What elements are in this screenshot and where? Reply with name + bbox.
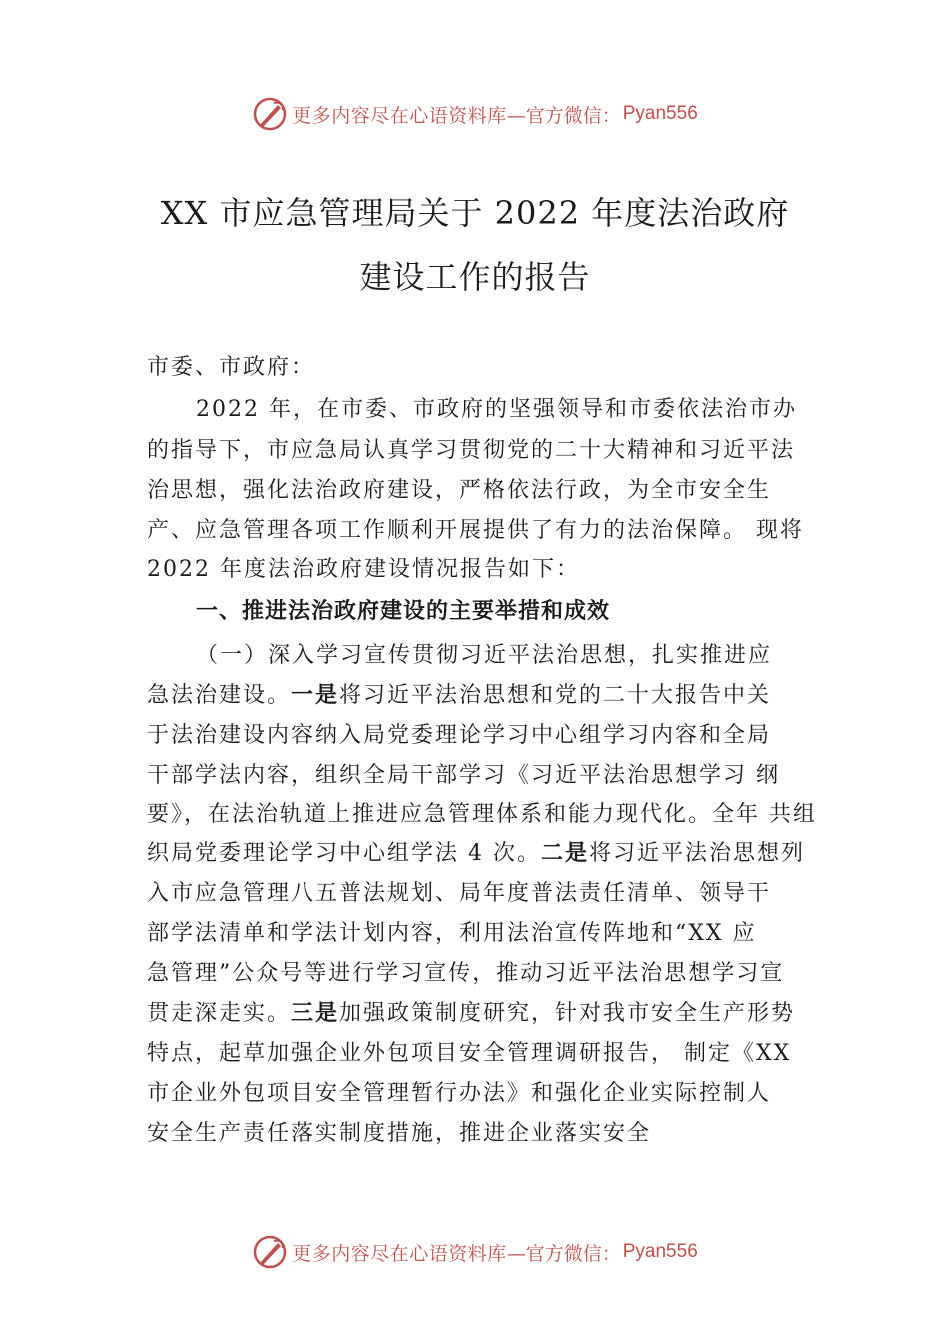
intro-line-3: 治思想，强化法治政府建设，严格依法行政，为全市安全生 <box>147 478 772 503</box>
watermark-handle: Pyan556 <box>622 1241 698 1262</box>
footer-watermark <box>0 1234 950 1270</box>
sub1-line-9: 急管理”公众号等进行学习宣传，推动习近平法治思想学习宣 <box>147 961 785 986</box>
sub1-line-6-text: 织局党委理论学习中心组学法 4 次。 <box>147 841 541 866</box>
document-title-line1: XX 市应急管理局关于 2022 年度法治政府 <box>160 194 790 232</box>
sub1-line-8: 部学法清单和学法计划内容，利用法治宣传阵地和“XX 应 <box>147 921 757 946</box>
quill-seal-icon <box>252 96 288 132</box>
section-heading: 一、推进法治政府建设的主要举措和成效 <box>196 599 611 624</box>
sub1-line-7: 入市应急管理八五普法规划、局年度普法责任清单、领导干 <box>147 881 772 906</box>
header-watermark <box>0 96 950 132</box>
sub1-line-2 <box>147 678 771 709</box>
intro-line-4: 产、应急管理各项工作顺利开展提供了有力的法治保障。 现将 <box>147 518 804 543</box>
sub1-line-10-text: 贯走深走实。 <box>147 1001 292 1026</box>
watermark-brand: 更多内容尽在心语资料库 <box>292 104 507 127</box>
sub1-line-6-rest: 将习近平法治思想列 <box>589 841 806 866</box>
salutation: 市委、市政府： <box>147 355 316 380</box>
quill-seal-icon <box>252 1234 288 1270</box>
sub1-line-13: 安全生产责任落实制度措施，推进企业落实安全 <box>147 1121 652 1146</box>
sub1-line-3: 于法治建设内容纳入局党委理论学习中心组学习内容和全局 <box>147 723 772 748</box>
intro-line-2: 的指导下，市应急局认真学习贯彻党的二十大精神和习近平法 <box>147 438 796 463</box>
sub1-line-11: 特点，起草加强企业外包项目安全管理调研报告， 制定《XX <box>147 1041 792 1066</box>
sub1-line-6 <box>147 836 805 867</box>
sub1-line-5: 要》，在法治轨道上推进应急管理体系和能力现代化。全年 共组 <box>147 802 817 827</box>
sub1-line-2-text: 将习近平法治思想和党的二十大报告中关 <box>339 683 772 708</box>
sub1-line-1: （一）深入学习宣传贯彻习近平法治思想，扎实推进应 <box>196 643 773 668</box>
watermark-handle: Pyan556 <box>622 103 698 124</box>
document-title-line2: 建设工作的报告 <box>359 258 591 296</box>
watermark-separator: —官方微信： <box>506 104 621 127</box>
sub1-line-10-rest: 加强政策制度研究，针对我市安全生产形势 <box>339 1001 796 1026</box>
watermark-brand: 更多内容尽在心语资料库 <box>292 1242 507 1265</box>
point-three-label: 三是 <box>291 1000 340 1026</box>
watermark-separator: —官方微信： <box>506 1242 621 1265</box>
sub1-line-4: 干部学法内容，组织全局干部学习《习近平法治思想学习 纲 <box>147 763 780 788</box>
sub1-line-12: 市企业外包项目安全管理暂行办法》和强化企业实际控制人 <box>147 1081 772 1106</box>
sub1-line-10 <box>147 996 795 1027</box>
sub1-heading-tail: 急法治建设。 <box>147 683 292 708</box>
point-two-label: 二是 <box>541 840 590 866</box>
point-one-label: 一是 <box>291 682 340 708</box>
intro-line-5: 2022 年度法治政府建设情况报告如下： <box>147 557 580 582</box>
intro-line-1: 2022 年，在市委、市政府的坚强领导和市委依法治市办 <box>196 397 797 422</box>
